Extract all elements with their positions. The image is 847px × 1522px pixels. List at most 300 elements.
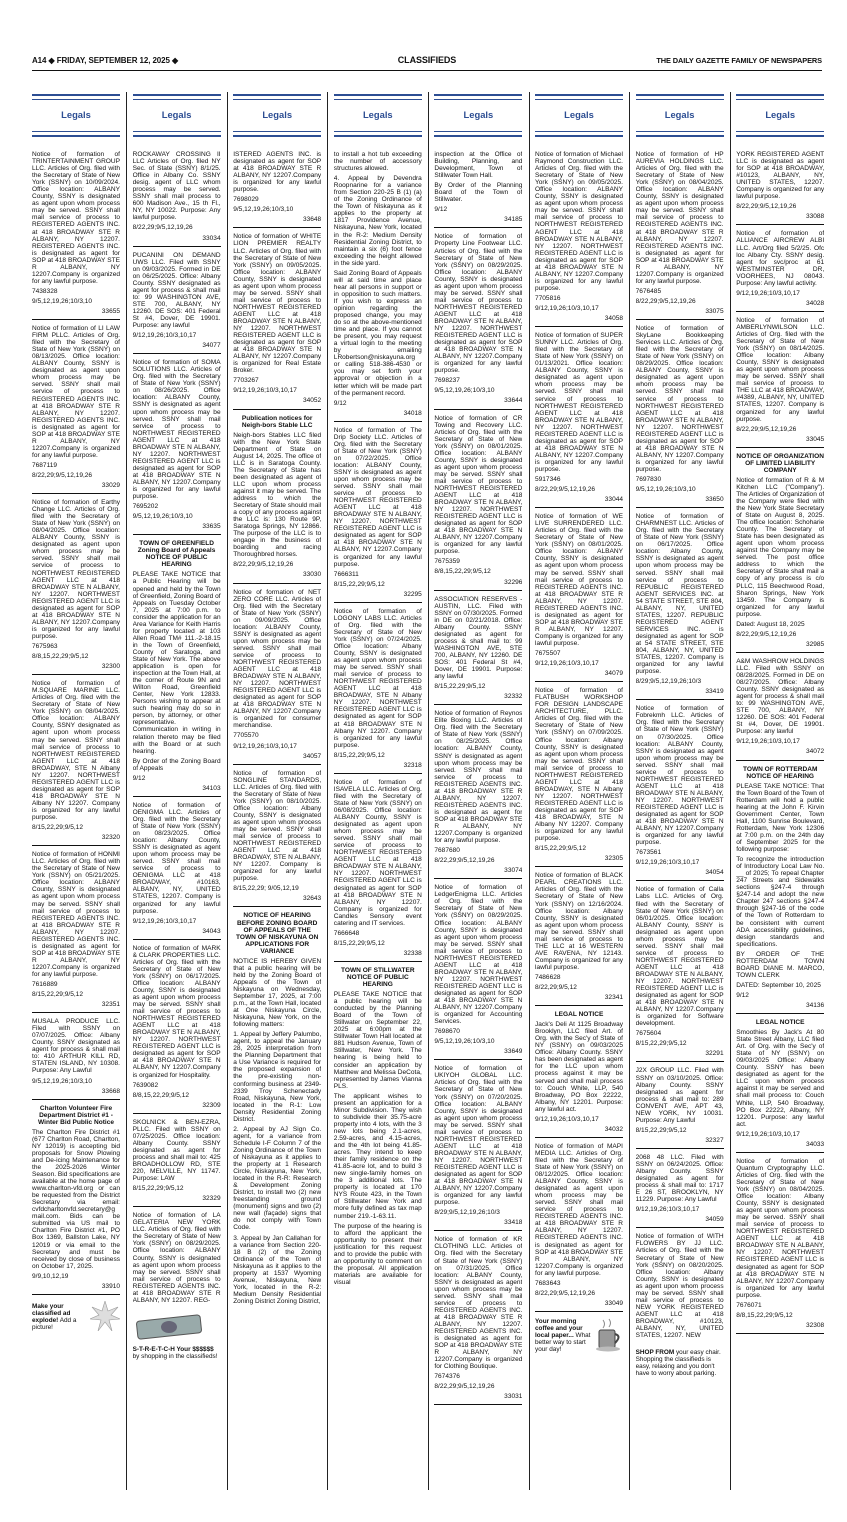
column-header: [535, 92, 623, 138]
notice-text: Jack's Deli At 1125 Broadway Brooklyn, LLC filed Art. of Org. with the Sec'y of State of NY (SSNY) on 09/03/2025 Office: Albany County. SSNY has been designated as agent for the LLC upon whom process against it may be served and shall mail process to: Couch White, LLP, 540 Broadway, PO Box 22222, Albany, NY 12201. Purpose: any lawful act.: [535, 1021, 623, 1113]
notice-text: A&M WASHROW HOLDINGS LLC. Filed with SSNY on 08/28/2025. Formed in DE on 08/27/2025. Office: Albany County. SSNY designated as agent for process & shall mail to: 99 WASHINGTON AVE, STE 700, ALBANY, NY 12260. DE SOS: 401 Federal St #4, Dover, DE 19901. Purpose: any lawful: [736, 657, 825, 736]
publication-dates: 9/12: [132, 774, 146, 782]
notice-text: 2068 48 LLC. Filed with SSNY on 06/24/2025. Office: Albany County. SSNY designated as agent for process & shall mail to: 1717 E 26 ST, BROOKLYN, NY 11229. Purpose: Any Lawful: [635, 1153, 724, 1204]
legal-notice: [233, 770, 321, 908]
notice-heading: Publication notices for Neigh-bors Stable LLC: [241, 414, 313, 429]
legal-notice: [133, 151, 221, 247]
legal-notice: [233, 233, 321, 409]
notice-text: Notice of formation of M.SQUARE MARINE LLC. Articles of Org. filed with the Secretary of State of New York (SSNY) on 08/04/2025. Office location: ALBANY County, SSNY designated as agent upon whom process may be served. SSNY shall mail service of process to NORTHWEST REGISTERED AGENT LLC at 418 BROADWAY, STE N Albany NY 12207. NORTHWEST REGISTERED AGENT LLC is designated as agent for SOP 418 BROADWAY STE N Albany NY 12207. Company is organized for any lawful purpose.: [32, 680, 120, 822]
notice-heading: TOWN OF ROTTERDAM NOTICE OF HEARING: [742, 765, 818, 780]
notice-reference: 7705816: [535, 294, 561, 302]
publication-dates: 9/12,19,26;10/3,10,17: [535, 304, 599, 312]
legal-notice: [636, 1067, 724, 1148]
publication-dates: 8/22,29;9/5,12,19,26: [535, 1289, 596, 1297]
publication-dates: 8/29;9/5,12,19,26;10/3: [434, 1209, 500, 1217]
notice-text: YORK REGISTERED AGENT LLC is designated as agent for SOP at 418 BROADWAY, #10123, ALBANY, NY, UNITED STATES, 12207. Company is organized for any lawful purpose.: [736, 151, 825, 201]
notice-text: Notice of formation of KR CLOTHING LLC. Articles of Org. filed with the Secretary of State of New York (SSNY) on 07/31/2025. Office location: ALBANY County, SSNY is designated as agent upon whom process may be served. SSNY shall mail service of process to REGISTERED AGENTS INC. at 418 BROADWAY STE R ALBANY, NY 12207. REGISTERED AGENTS INC. is designated as agent for SOP at 418 BROADWAY STE R ALBANY, NY 12207.Company is organized for Clothing Boutique.: [434, 1236, 523, 1371]
notice-text: Notice of formation of OENIGMA LLC. Articles of Org. filed with the Secretary of State of New York (SSNY) on 08/23/2025. Office location: Albany County, SSNY is designated as agent upon whom process may be served. SSNY shall mail service of process to OENIGMA LLC at 418 BROADWAY, #10163, ALBANY, NY, UNITED STATES, 12207. Company is organized for any lawful purpose.: [132, 801, 221, 915]
legal-notice: [636, 886, 724, 1062]
legal-notice: [434, 233, 522, 409]
notice-text: Notice of formation of HP AUREVIA HOLDINGS LLC. Articles of Org. filed with the Secretary of State of New York (SSNY) on 08/04/2025. Office location: ALBANY County, SSNY is designated as agent upon whom process may be served. SSNY shall mail service of process to REGISTERED AGENTS INC. at 418 BROADWAY STE R ALBANY, NY 12207. REGISTERED AGENTS INC. is designated as agent for SOP at 418 BROADWAY STE R ALBANY, NY 12207.Company is organized for any lawful purpose.: [635, 151, 724, 285]
legal-notice: [434, 596, 522, 706]
legal-notice: [133, 252, 221, 355]
notice-reference: 7683643: [535, 1279, 561, 1287]
publication-dates: 9/12: [434, 206, 448, 214]
notice-text: inspection at the Office of Building, Planning, and Development, Town of Stillwater Town Hall.: [434, 151, 523, 180]
publication-dates: 8/15,22,29;9/5,12: [635, 1040, 687, 1048]
notice-text: Said Zoning Board of Appeals will at said time and place hear all persons in support or in opposition to such matters. If you wish to express an opinion regarding the proposed change, you may do so at the above-mentioned time and place. If you cannot be present, you may request a virtual login to the meeting by emailing LRobertson@niskayuna.org or calling 518-386-4530 or you may set forth your approval or objection in a letter which will be made part of the permanent record.: [333, 269, 422, 397]
notice-text: PLEASE TAKE NOTICE: That the Town Board of the Town of Rotterdam will hold a public hearing at the John F. Kirvin Government Center, Town Hall, 1100 Sunrise Boulevard, Rotterdam, New York 12306 at 7:00 p.m. on the 24th day of September 2025 for the following purpose:: [736, 782, 825, 854]
legal-notice: [334, 608, 422, 774]
legal-notice: [133, 802, 221, 940]
legal-notice: [535, 151, 623, 327]
notice-text: 1. Appeal by Jeffery Palumbo, agent, to appeal the January 28, 2025 interpretation from the Planning Department that a Use Variance is required for the proposed expansion of the pre-existing non-conforming business at 2349-2339 Troy Schenectady Road, Niskayuna, New York, located in the R-1: Low Density Residential Zoning District.: [233, 1031, 322, 1123]
legal-notice: [334, 151, 422, 422]
legals-column: [32, 92, 120, 1490]
notice-heading: NOTICE OF ORGANIZATION OF LIMITED LIABILITY COMPANY: [736, 452, 824, 474]
notice-text: Notice of formation of AMBERLYNWILSON LLC. Articles of Org. filed with the Secretary of State of New York (SSNY) on 08/14/2025. Office location: Albany County, SSNY is designated as agent upon whom process may be served. SSNY shall mail service of process to THE LLC at 418 BROADWAY, #4389, ALBANY, NY, UNITED STATES, 12207. Company is organized for any lawful purpose.: [736, 316, 825, 423]
legal-notice: [233, 589, 321, 765]
ad-number: 34018: [403, 409, 422, 417]
header-rule: [535, 94, 623, 100]
publication-dates: 9/12,19,26;10/3,10,17: [535, 660, 599, 668]
legals-column: [434, 92, 522, 1490]
ad-number: 33644: [504, 397, 523, 405]
notice-text: PLEASE TAKE NOTICE that a public hearing will be conducted by the Planning Board of the Town of Stillwater on September 22, 2025 at 6:00pm at the Stillwater Town Hall located at 881 Hudson Avenue, Town of Stillwater, New York. The hearing is being held to consider an application by Matthew and Melissa DeCota, represented by James Vianna PLS.: [333, 991, 422, 1090]
ad-number: 33668: [101, 1087, 120, 1095]
notice-text: Notice of formation of CR Towing and Recovery LLC. Articles of Org. filed with the Secretary of State of New York (SSNY) on 08/01/2025. Office location: ALBANY County, SSNY is designated as agent upon whom process may be served. SSNY shall mail service of process to NORTHWEST REGISTERED AGENT LLC at 418 BROADWAY STE N ALBANY, NY 12207. NORTHWEST REGISTERED AGENT LLC is designated as agent for SOP at 418 BROADWAY STE N ALBANY, NY 12207.Company is organized for any lawful purpose.: [434, 414, 523, 556]
publication-dates: 8/22,29;9/5,12,19,26: [635, 297, 696, 305]
legal-notice: [736, 658, 824, 761]
column-title: Legals: [362, 109, 393, 120]
column-body: [334, 151, 422, 1490]
notice-reference: 7697830: [635, 476, 662, 484]
column-header: [736, 92, 824, 138]
classified-promo: [32, 1301, 120, 1333]
publication-dates: 8/22,29;9/5,12,19,26: [32, 471, 93, 479]
ad-number: 34103: [202, 784, 221, 792]
notice-text: Notice of formation of SOMA SOLUTIONS LLC. Articles of Org. filed with the Secretary of State of New York (SSNY) on 08/26/2025. Office location: ALBANY County, SSNY is designated as agent upon whom process may be served. SSNY shall mail service of process to NORTHWEST REGISTERED AGENT LLC at 418 BROADWAY STE N ALBANY, NY 12207. NORTHWEST REGISTERED AGENT LLC is designated as agent for SOP at 418 BROADWAY STE N ALBANY, NY 12207.Company is organized for any lawful purpose.: [132, 359, 221, 501]
notice-reference: 7486628: [535, 973, 561, 981]
notice-reference: 7698670: [434, 1028, 460, 1036]
ad-number: 32338: [403, 949, 422, 957]
ad-number: 33088: [805, 213, 825, 221]
column-divider: [227, 92, 228, 1490]
column-title: Legals: [664, 109, 695, 120]
publication-dates: 8/8,15,22,29;9/5,12: [132, 1091, 190, 1099]
ad-number: 32305: [604, 855, 623, 863]
notice-text: Notice of formation of Michael Raymond Construction LLC. Articles of Org. filed with the Secretary of State of New York (SSNY) on 09/05/2025. Office location: ALBANY County, SSNY is designated as agent upon whom process may be served. SSNY shall mail service of process to NORTHWEST REGISTERED AGENT LLC at 418 BROADWAY STE N ALBANY, NY 12207. NORTHWEST REGISTERED AGENT LLC is designated as agent for SOP at 418 BROADWAY STE N ALBANY, NY 12207.Company is organized for any lawful purpose.: [535, 151, 623, 292]
notice-reference: 7675963: [32, 643, 58, 650]
coffee-cup-icon: [595, 1318, 623, 1354]
publication-dates: 8/22,29;9/5,12,19,26: [736, 425, 797, 433]
notice-text: Dated: August 18, 2025: [736, 620, 805, 628]
column-body: [434, 151, 522, 1490]
header-rule: [434, 94, 522, 100]
ad-number: 34032: [604, 1125, 623, 1133]
ad-number: 32643: [302, 895, 322, 903]
header-rule: [32, 131, 120, 137]
legal-notice: [736, 1158, 824, 1334]
ad-number: 32329: [202, 1195, 221, 1203]
notice-text: Notice of formation of SONGLINE STANDARDS, LLC. Articles of Org. filed with the Secretary of State of New York (SSNY) on 08/10/2025. Office location: Albany County, SSNY is designated as agent upon whom process may be served. SSNY shall mail service of process to NORTHWEST REGISTERED AGENT LLC at 418 BROADWAY, STE N ALBANY, NY 12207. Company is organized for any lawful purpose.: [233, 769, 322, 883]
ad-number: 34043: [202, 927, 221, 935]
legal-notice: [636, 151, 724, 320]
page-number-date: A14 ◆ FRIDAY, SEPTEMBER 12, 2025 ◆: [32, 56, 179, 65]
ad-number: 34028: [805, 299, 825, 307]
publication-dates: 8/8,15,22,29;9/5,12: [434, 568, 491, 576]
legal-notice: [334, 779, 422, 962]
promo-headline: SHOP FROM: [635, 1349, 675, 1357]
publication-dates: 9/12,19,26;10/3,10,17: [132, 917, 197, 925]
notice-text: Notice of formation of ALLIANCE AIRCREW ALBI LLC. Art/Org filed 5/2/25. Ofc loc Albany Cty. SSNY desig. agent for svc/proc at 61 WESTMINSTER DR, VOORHEES, NJ 08043. Purpose: Any lawful activity.: [736, 230, 825, 287]
ad-number: 32320: [101, 834, 120, 842]
header-rule: [535, 131, 623, 137]
notice-text: Notice of formation of WE LIVE SURRENDERED LLC. Articles of Org. filed with the Secretary of State of New York (SSNY) on 08/01/2025. Office location: ALBANY County, SSNY is designated as agent upon whom process may be served. SSNY shall mail service of process to REGISTERED AGENTS INC. at 418 BROADWAY STE R ALBANY, NY 12207. REGISTERED AGENTS INC. is designated as agent for SOP at 418 BROADWAY STE R ALBANY, NY 12207. Company is organized for any lawful purpose.: [535, 513, 623, 647]
notice-text: Notice of formation of LI LAW FIRM PLLC. Articles of Org. filed with the Secretary of State of New York (SSNY) on 08/13/2025. Office location: ALBANY County, SSNY is designated as agent upon whom process may be served. SSNY shall mail service of process to REGISTERED AGENTS INC. at 418 BROADWAY STE R ALBANY, NY 12207. REGISTERED AGENTS INC. is designated as agent for SOP at 418 BROADWAY STE R ALBANY, NY 12207.Company is organized for any lawful purpose.: [32, 325, 120, 459]
promo-headline: Make your classified ad explode!: [32, 1302, 71, 1324]
column-body: [133, 151, 221, 1490]
column-header: [334, 92, 422, 138]
promo-text: [535, 1318, 591, 1353]
page-masthead: [32, 52, 822, 71]
legals-column: [636, 92, 724, 1490]
header-rule: [434, 131, 522, 137]
publication-dates: 9/5,12,19,26;10/3,10: [233, 206, 294, 214]
legal-notice: [636, 705, 724, 881]
money-icon: [133, 1314, 205, 1342]
classified-promo: [133, 1314, 221, 1360]
notice-text: Notice of formation of WHITE LION PREMIER REALTY LLC. Articles of Org. filed with the Secretary of State of New York (SSNY) on 09/05/2025. Office location: ALBANY County, SSNY is designated as agent upon whom process may be served. SSNY shall mail service of process to NORTHWEST REGISTERED AGENT LLC at 418 BROADWAY STE N ALBANY, NY 12207. NORTHWEST REGISTERED AGENT LLC is designated as agent for SOP at 418 BROADWAY STE N ALBANY, NY 12207.Company is organized for Real Estate Broker.: [233, 233, 322, 375]
publication-dates: 8/15,22,29;9/5,12: [434, 683, 486, 691]
header-rule: [32, 94, 120, 100]
column-header: [133, 92, 221, 138]
header-rule: [133, 131, 221, 137]
notice-text: PLEASE TAKE NOTICE that a Public Hearing will be opened and held by the Town of Greenfield, Zoning Board of Appeals on Tuesday October 7, 2025 at 7:00 p.m. to consider the application for an Area Variance for Keith Harris for property located at 103 Allen Road TM# 111.-2-18.15 in the Town of Greenfield, County of Saratoga, and State of New York. The above application is open for inspection at the Town Hall, at the corner of Route 9N and Wilton Road, Greenfield Center, New York 12833. Persons wishing to appear at such hearing may do so in person, by attorney, or other representative. Communication in writing in relation thereto may be filed with the Board or at such hearing.: [132, 571, 221, 755]
header-rule: [233, 94, 321, 100]
ad-number: 33029: [101, 482, 120, 490]
header-rule: [334, 131, 422, 137]
publication-name: THE DAILY GAZETTE FAMILY OF NEWSPAPERS: [656, 56, 822, 65]
legal-notice: [636, 325, 724, 508]
publication-dates: 9/12,19,26;10/3,10,17: [535, 1115, 599, 1123]
notice-text: 2. Appeal by AJ Sign Co. agent, for a variance from Schedule I-F Column 7 of the Zoning Ordinance of the Town of Niskayuna as it applies to the property at 1 Research Circle, Niskayuna, New York, located in the R-R: Research & Development Zoning District, to install two (2) new freestanding ground (monument) signs and two (2) new wall (façade) signs that do not comply with Town Code.: [233, 1125, 322, 1232]
notice-reference: 7687119: [32, 461, 58, 469]
publication-dates: 8/15,22,29;9/5,12: [333, 751, 385, 759]
notice-text: PUCANINI ON DEMAND UWS LLC. Filed with SSNY on 09/03/2025. Formed in DE on 06/25/2025. Office: Albany County. SSNY designated as agent for process & shall mail to: 99 WASHINGTON AVE, STE 700, ALBANY, NY 12260. DE SOS: 401 Federal St #4, Dover, DE 19901. Purpose: any lawful: [132, 251, 221, 330]
legal-notice: [736, 230, 824, 311]
ad-number: 34033: [805, 1140, 825, 1148]
ad-number: 32308: [805, 1321, 825, 1329]
column-divider: [529, 92, 530, 1490]
publication-dates: 8/15,22,29;9/5,12: [32, 991, 83, 999]
notice-reference: 7666311: [333, 570, 359, 578]
notice-reference: 7675359: [434, 558, 460, 566]
publication-dates: 8/15,22,29;9/5,12: [535, 845, 586, 853]
notice-text: Neigh-bors Stables LLC filed with the New York State Department of State on August 14, 2025. The office of LLC is in Saratoga County. The Secretary of State has been designated as agent of LLC upon whom process against it may be served. The address to which the Secretary of State should mail a copy of any process against the LLC is: 130 Route 9P, Saratoga Springs, NY 12866. The purpose of the LLC is to engage in the business of boarding and racing Thoroughbred horses.: [233, 431, 322, 559]
notice-text: Notice of formation of UKIYOH GLOBAL LLC. Articles of Org. filed with the Secretary of State of New York (SSNY) on 07/20/2025. Office location: ALBANY County, SSNY is designated as agent upon whom process may be served. SSNY shall mail service of process to NORTHWEST REGISTERED AGENT LLC at 418 BROADWAY STE N ALBANY, NY 12207. NORTHWEST REGISTERED AGENT LLC is designated as agent for SOP at 418 BROADWAY STE N ALBANY, NY 12207.Company is organized for any lawful purpose.: [434, 1065, 523, 1207]
notice-text: ISTERED AGENTS INC. is designated as agent for SOP at 418 BROADWAY STE R ALBANY, NY 12207.Company is organized for any lawful purpose.: [233, 151, 322, 194]
legal-notice: [334, 967, 422, 1290]
legal-notice: [736, 1019, 824, 1153]
ad-number: 32318: [403, 761, 422, 769]
legal-notice: [233, 151, 321, 228]
notice-reference: 7698237: [434, 377, 460, 385]
ad-number: 33034: [202, 234, 221, 242]
legal-notice: [32, 151, 120, 320]
classified-promo: [636, 1349, 724, 1377]
notice-text: Notice of formation of Reynos Elite Boxing LLC. Articles of Org. filed with the Secretary of State of New York (SSNY) on 08/25/2025. Office location: ALBANY County, SSNY is designated as agent upon whom process may be served. SSNY shall mail service of process to REGISTERED AGENTS INC. at 418 BROADWAY STE R ALBANY, NY 12207. REGISTERED AGENTS INC. is designated as agent for SOP at 418 BROADWAY STE R ALBANY, NY 12207.Company is organized for any lawful purpose.: [434, 710, 523, 845]
notice-text: Notice of formation of SUPER SUNNY LLC. Articles of Org. filed with the Secretary of State of New York (SSNY) on 01/13/2021. Office location: ALBANY County, SSNY is designated as agent upon whom process may be served. SSNY shall mail service of process to NORTHWEST REGISTERED AGENT LLC at 418 BROADWAY STE N ALBANY, NY 12207. NORTHWEST REGISTERED AGENT LLC is designated as agent for SOP at 418 BROADWAY STE N ALBANY, NY 12207.Company is organized for any lawful purpose.: [535, 332, 623, 473]
notice-reference: 7616889: [32, 981, 58, 989]
legal-notice: [32, 325, 120, 494]
column-title: Legals: [564, 109, 594, 120]
section-title: CLASSIFIEDS: [397, 55, 457, 65]
publication-dates: 9/5,12,19,26;10/3,10: [32, 297, 93, 305]
notice-text: 4. Appeal by Devendra Roopnarine for a variance from Section 220-25 B (1) (a) of the Zoning Ordinance of the Town of Niskayuna as it applies to the property at 1817 Providence Avenue, Niskayuna, New York, located in the R-2: Medium Density Residential Zoning District, to maintain a six (6) foot fence exceeding the height allowed in the side yard.: [333, 175, 422, 267]
legal-notice: [434, 710, 522, 879]
notice-reference: 7676485: [635, 287, 662, 295]
ad-number: 33655: [101, 307, 120, 315]
publication-dates: 8/22,29;9/5,12,19,26: [736, 203, 797, 211]
notice-reference: 7674376: [434, 1373, 460, 1381]
publication-dates: 9/12,19,26;10/3,10,17: [233, 742, 297, 750]
ad-number: 32341: [604, 994, 623, 1002]
legal-notice: [535, 687, 623, 867]
legal-notice: [334, 427, 422, 603]
notice-text: Notice of formation of LedgerEnigma LLC. Articles of Org. filed with the Secretary of State of New York (SSNY) on 08/29/2025. Office location: ALBANY County, SSNY is designated as agent upon whom process may be served. SSNY shall mail service of process to NORTHWEST REGISTERED AGENT LLC at 418 BROADWAY STE N ALBANY, NY 12207. NORTHWEST REGISTERED AGENT LLC is designated as agent for SOP at 418 BROADWAY STE N ALBANY, NY 12207.Company is organized for Accounting Services.: [434, 884, 523, 1026]
ad-number: 34136: [805, 1001, 825, 1009]
publication-dates: 8/15,22,29; 9/05,12,19: [233, 885, 299, 893]
notice-reference: 7705570: [233, 732, 259, 740]
publication-dates: 8/15,22,29;9/5,12: [635, 1126, 687, 1134]
ad-number: 32332: [504, 693, 523, 701]
publication-dates: 9/12,19,26;10/3,10,17: [736, 1130, 800, 1138]
notice-text: J2X GROUP LLC. Filed with SSNY on 03/10/2025. Office: Albany County. SSNY designated as agent for process & shall mail to: 289 CONVENT AVE, APT 43, NEW YORK, NY 10031. Purpose: Any Lawful: [635, 1067, 724, 1124]
ad-number: 33049: [604, 1299, 623, 1307]
legal-notice: [32, 680, 120, 846]
legal-notice: [32, 1018, 120, 1099]
notice-text: Notice of formation of MAPI MEDIA LLC. Articles of Org. filed with the Secretary of State of New York (SSNY) on 08/12/2025. Office location: ALBANY County, SSNY is designated as agent upon whom process may be served. SSNY shall mail service of process to REGISTERED AGENTS INC. at 418 BROADWAY STE R ALBANY, NY 12207. REGISTERED AGENTS INC. is designated as agent for SOP at 418 BROADWAY STE R ALBANY, NY 12207.Company is organized for any lawful purpose.: [535, 1142, 623, 1277]
notice-reference: 7675604: [635, 1030, 662, 1038]
notice-text: Notice of formation of MARK & CLARK PROPERTIES LLC. Articles of Org. filed with the Secretary of State of New York (SSNY) on 06/17/2025. Office location: ALBANY County, SSNY is designated as agent upon whom process may be served. SSNY shall mail service of process to NORTHWEST REGISTERED AGENT LLC at 418 BROADWAY STE N ALBANY, NY 12207. NORTHWEST REGISTERED AGENT LLC is designated as agent for SOP at 418 BROADWAY STE N ALBANY, NY 12207.Company is organized for Hospitality.: [132, 944, 221, 1079]
notice-text: Notice of formation of HONMI LLC. Articles of Org. filed with the Secretary of State of New York (SSNY) on 05/21/2025. Office location: ALBANY County, SSNY is designated as agent upon whom process may be served. SSNY shall mail service of process to REGISTERED AGENTS INC. at 418 BROADWAY STE R ALBANY, NY 12207. REGISTERED AGENTS INC. is designated as agent for SOP at 418 BROADWAY STE R ALBANY, NY 12207.Company is organized for any lawful purpose.: [32, 851, 120, 978]
notice-text: The applicant wishes to present an application for a Minor Subdivision. They wish to subdivide their 35.75-acre property into 4 lots, with the 3 new lots being 2.1-acres, 2.59-acres, and 4.15-acres, and the 4th lot being 41.85-acres. They intend to keep their family residence on the 41.85-acre lot, and to build 3 new single-family homes on the 3 additional lots. The property is located at 170 NYS Route 423, in the Town of Stillwater New York and more fully defined as tax map number 219.-1-63.11.: [333, 1092, 422, 1220]
ad-number: 33045: [805, 435, 825, 443]
ad-number: 34059: [705, 1216, 724, 1224]
notice-text: The Charlton Fire District #1 (677 Charlton Road, Charlton, NY 12019) is accepting bid proposals for Snow Plowing and De-icing Maintenance for the 2025-2026 Winter Season. Bid specifications are available at the home page of www.charlton-vfd.org or can be requested from the District Secretary via email: cvfdcharltonvfd.secretary@gmail.com. Bids can be submitted via US mail to Charlton Fire District #1, PO Box 1369, Ballston Lake, NY 12019 or via email to the Secretary and must be received by close of business on October 17, 2025.: [32, 1128, 120, 1270]
publication-dates: 8/22,29;9/5,12,19,26: [434, 1383, 495, 1391]
notice-text: Notice of formation of FLATBUSH WORKSHOP FOR DESIGN LANDSCAPE ARCHITECTURE, PLLC. Articles of Org. filed with the Secretary of State of New York (SSNY) on 07/09/2025. Office location: Albany County, SSNY is designated as agent upon whom process may be served. SSNY shall mail service of process to NORTHWEST REGISTERED AGENT LLC at 418 BROADWAY, STE N Albany NY 12207. NORTHWEST REGISTERED AGENT LLC is designated as agent for SOP 418 BROADWAY, STE N Albany NY 12207. Company is organized for any lawful purpose.: [535, 687, 623, 843]
publication-dates: 9/12: [736, 991, 749, 999]
ad-number: 34072: [805, 748, 825, 756]
ad-number: 34185: [504, 216, 523, 224]
ad-number: 33649: [504, 1048, 523, 1056]
column-header: [233, 92, 321, 138]
promo-text: [32, 1303, 86, 1331]
notice-reference: 7703267: [233, 377, 259, 385]
ad-number: 33031: [504, 1393, 523, 1401]
legal-notice: [434, 1065, 522, 1231]
legal-notice: [535, 513, 623, 682]
legal-notice: [636, 1233, 724, 1343]
publication-dates: 8/8,15,22,29;9/5,12: [736, 1311, 793, 1319]
publication-dates: 9/5,12,19,26;10/3,10: [132, 513, 193, 521]
notice-text: Notice of formation of NET ZERO CORE LLC. Articles of Org. filed with the Secretary of State of New York (SSNY) on 09/09/2025. Office location: ALBANY County, SSNY is designated as agent upon whom process may be served. SSNY shall mail service of process to NORTHWEST REGISTERED AGENT LLC at 418 BROADWAY STE N ALBANY, NY 12207. NORTHWEST REGISTERED AGENT LLC is designated as agent for SOP at 418 BROADWAY STE N ALBANY, NY 12207.Company is organized for consumer merchandise.: [233, 588, 322, 730]
publication-dates: 8/15,22,29;9/5,12: [132, 1185, 184, 1193]
promo-subline: Add a picture!: [32, 1316, 77, 1331]
notice-text: Notice of formation of TRINTERTAINMENT GROUP LLC. Articles of Org. filed with the Secretary of State of New York (SSNY) on 10/09/2024. Office location: ALBANY County, SSNY is designated as agent upon whom process may be served. SSNY shall mail service of process to REGISTERED AGENTS INC. at 418 BROADWAY STE R ALBANY, NY 12207. REGISTERED AGENTS INC. is designated as agent for SOP at 418 BROADWAY STE R ALBANY, NY 12207.Company is organized for any lawful purpose.: [32, 151, 120, 285]
legal-notice: [434, 415, 522, 591]
ad-number: 33650: [705, 496, 724, 504]
ad-number: 33044: [604, 496, 623, 504]
ad-number: 33074: [504, 867, 523, 875]
ad-number: 33910: [101, 1282, 120, 1290]
classified-promo: [535, 1318, 623, 1354]
publication-dates: 8/22,29;9/5,12: [535, 984, 577, 992]
column-title: Legals: [262, 109, 293, 120]
publication-dates: 8/22,29;9/5,12,19,26: [132, 224, 193, 232]
promo-subline: What better way to start your day!: [535, 1332, 591, 1354]
notice-text: Notice of formation of The Drip Society LLC. Articles of Org. filed with the Secretary of State of New York (SSNY) on 07/22/2025. Office location: ALBANY County, SSNY is designated as agent upon whom process may be served. SSNY shall mail service of process to NORTHWEST REGISTERED AGENT LLC at 418 BROADWAY STE N ALBANY, NY 12207. NORTHWEST REGISTERED AGENT LLC is designated as agent for SOP at 418 BROADWAY STE N ALBANY, NY 12207.Company is organized for any lawful purpose.: [333, 426, 422, 568]
notice-reference: 7687680: [434, 847, 460, 855]
ad-number: 34077: [202, 342, 221, 350]
column-header: [636, 92, 724, 138]
notice-text: NOTICE IS HEREBY GIVEN that a public hearing will be held by the Zoning Board of Appeals of the Town of Niskayuna on Wednesday, September 17, 2025, at 7:00 p.m., at the Town Hall, located at One Niskayuna Circle, Niskayuna, New York, on the following matters:: [233, 957, 322, 1029]
publication-dates: 9/9,10,12,19: [32, 1272, 69, 1280]
notice-reference: 7695202: [132, 503, 159, 511]
legal-notice: [233, 912, 321, 1309]
ad-number: 34057: [302, 752, 322, 760]
publication-dates: 9/12,19,26;10/3,10,17: [233, 387, 297, 395]
ad-number: 32295: [403, 590, 422, 598]
column-divider: [730, 92, 731, 1490]
notice-text: To recognize the introduction of Introductory Local Law No. __ of 2025; To repeal Chapter 247 Streets and Sidewalks sections §247-4 through §247-14 and adopt the new Chapter 247 sections §247-4 through §247-16 of the code of the Town of Rotterdam to be consistent with current ADA accessibility guidelines, design standards and specifications.: [736, 856, 825, 948]
notice-text: BY ORDER OF THE ROTTERDAM TOWN BOARD DIANE M. MARCO, TOWN CLERK: [736, 950, 825, 979]
publication-dates: 9/5,12,19,26;10/3,10: [434, 1038, 495, 1046]
promo-text: [636, 1349, 724, 1377]
legal-notice: [535, 1011, 623, 1138]
notice-heading: Charlton Volunteer Fire Department District #1 - Winter Bid Public Notice: [38, 1104, 114, 1126]
notice-text: Notice of formation of LA GELATERIA NEW YORK LLC. Articles of Org. filed with the Secretary of State of New York (SSNY) on 08/29/2025. Office location: ALBANY County, SSNY is designated as agent upon whom process may be served. SSNY shall mail service of process to REGISTERED AGENTS INC. at 418 BROADWAY STE R ALBANY, NY 12207. REG-: [132, 1212, 221, 1304]
notice-text: DATED: September 10, 2025: [736, 981, 821, 989]
notice-text: Smoothies By Jack's At 80 State Street Albany, LLC filed Art. of Org. with the Sec'y of State of NY (SSNY) on 09/03/2025 Office: Albany County. SSNY has been designated as agent for the LLC upon whom process against it may be served and shall mail process to: Couch White, LLP, 540 Broadway, PO Box 22222, Albany, NY 12201. Purpose: any lawful act.: [736, 1029, 825, 1128]
legals-columns: [32, 92, 824, 1490]
ad-number: 33419: [705, 688, 724, 696]
legals-column: [736, 92, 824, 1490]
diamond-icon: ◆: [48, 56, 55, 65]
ad-number: 32327: [705, 1136, 724, 1144]
notice-text: MUSALA PRODUCE LLC. Filed with SSNY on 07/07/2025. Office: Albany County. SSNY designated as agent for process & shall mail to: 410 ARTHUR KILL RD, STATEN ISLAND, NY 10308. Purpose: Any Lawful: [32, 1018, 120, 1075]
notice-text: Notice of formation of WITH FLOWERS BY JJ LLC. Articles of Org. filed with the Secretary of State of New York (SSNY) on 08/20/2025. Office location: Albany County, SSNY is designated as agent upon whom process may be served. SSNY shall mail service of process to NEW YORK REGISTERED AGENT LLC at 418 BROADWAY, #10123, ALBANY, NY, UNITED STATES, 12207. NEW: [635, 1233, 724, 1340]
header-rule: [636, 131, 724, 137]
ad-number: 33418: [504, 1219, 523, 1227]
column-body: [32, 151, 120, 1490]
publication-dates: 8/22,29;9/5,12,19,26: [535, 486, 596, 494]
diamond-icon: ◆: [171, 56, 179, 65]
notice-text: Notice of formation of R & M Kitchen LLC ("Company"). The Articles of Organization of the Company were filed with the New York State Secretary of State on August 8, 2025. The office location: Schoharie County. The Secretary of State has been designated as agent upon whom process against the Company may be served. The post office address to which the Secretary of State shall mail a copy of any process is c/o PLLC, 115 Beechwood Road, Sharon Springs, New York 13459. The Company is organized for any lawful purpose.: [736, 476, 825, 618]
ad-number: 32291: [705, 1050, 724, 1058]
notice-text: By Order of the Zoning Board of Appeals: [132, 757, 221, 772]
column-divider: [629, 92, 630, 1490]
notice-heading: TOWN OF GREENFIELD Zoning Board of Appeals NOTICE OF PUBLIC HEARING: [137, 540, 216, 569]
column-header: [32, 92, 120, 138]
legals-column: [233, 92, 321, 1490]
notice-text: SKOLNICK & BEN-EZRA, PLLC. Filed with SSNY on 07/25/2025. Office location: Albany County. SSNY designated as agent for process and shall mail to: 425 BROADHOLLOW RD, STE 220, MELVILLE, NY 11747. Purpose: LAW: [132, 1118, 221, 1183]
publication-dates: 8/22,29;9/5,12,19,26: [434, 857, 495, 865]
legal-notice: [32, 1105, 120, 1295]
notice-text: Notice of formation of BLACK PEARL CREATIONS LLC. Articles of Org. filed with the Secretary of State of New York (SSNY) on 12/16/2024. Office location: Albany County, SSNY is designated as agent upon whom process may be served. SSNY shall mail service of process to THE LLC at 16 WESTERN AVE RAVENA, NY 12143. Company is organized for any lawful purpose.: [535, 872, 623, 971]
starburst-icon: [90, 1301, 120, 1333]
ad-number: 33030: [302, 571, 322, 579]
column-divider: [126, 92, 127, 1490]
column-body: [636, 151, 724, 1490]
legal-notice: [736, 766, 824, 1015]
notice-reference: 5917346: [535, 476, 561, 484]
legal-notice: [133, 945, 221, 1114]
header-rule: [736, 131, 824, 137]
promo-subline: by shopping in the classifieds!: [132, 1352, 218, 1360]
notice-reference: 7673561: [635, 849, 662, 857]
ad-number: 34054: [705, 869, 724, 877]
legals-column: [133, 92, 221, 1490]
column-title: Legals: [765, 109, 796, 120]
ad-number: 32985: [805, 640, 825, 648]
ad-number: 32300: [101, 663, 120, 671]
notice-reference: 7675507: [535, 650, 561, 658]
ad-number: 33635: [202, 523, 221, 531]
column-divider: [327, 92, 328, 1490]
column-body: [233, 151, 321, 1490]
publication-dates: 9/5,12,19,26;10/3,10: [434, 387, 495, 395]
header-rule: [233, 131, 321, 137]
ad-number: 32351: [101, 1001, 120, 1009]
notice-text: Notice of formation of Fobrekmh LLC. Articles of Org. filed with the Secretary of State of New York (SSNY) on 07/30/2025. Office location: ALBANY County, SSNY is designated as agent upon whom process may be served. SSNY shall mail service of process to NORTHWEST REGISTERED AGENT LLC at 418 BROADWAY STE N ALBANY, NY 12207. NORTHWEST REGISTERED AGENT LLC is designated as agent for SOP at 418 BROADWAY STE N ALBANY, NY 12207.Company is organized for any lawful purpose.: [635, 705, 724, 847]
notice-reference: 7698029: [233, 196, 259, 204]
legals-column: [535, 92, 623, 1490]
promo-subline: your easy chair. Shopping the classifieds is easy, relaxing and you don't have to worry about parking.: [635, 1349, 721, 1378]
publication-dates: 9/12,19,26;10/3,10,17: [736, 738, 800, 746]
legals-column: [334, 92, 422, 1490]
ad-number: 34052: [302, 397, 322, 405]
header-rule: [334, 94, 422, 100]
notice-heading: NOTICE OF HEARING BEFORE ZONING BOARD OF APPEALS OF THE TOWN OF NISKAYUNA ON APPLICATIONS FOR VARIANCE: [236, 912, 319, 955]
publication-dates: 8/29;9/5,12,19,26;10/3: [635, 678, 702, 686]
publication-dates: 8/22,29;9/5,12,19,26: [233, 561, 294, 569]
notice-text: 3. Appeal by Jan Callahan for a variance from Section 220-18 B (2) of the Zoning Ordinance of the Town of Niskayuna as it applies to the property at 1537 Wyoming Avenue, Niskayuna, New York, located in the R-2: Medium Density Residential Zoning District Zoning District,: [233, 1234, 322, 1305]
publication-dates: 9/12: [333, 399, 347, 407]
notice-text: The purpose of the hearing is to afford the applicant the opportunity to present their justification for this request and to provide the public with an opportunity to comment on the proposal. All application materials are available for visual: [333, 1222, 422, 1286]
column-title: Legals: [161, 109, 192, 120]
notice-reference: 7666648: [333, 929, 360, 937]
notice-reference: 7676071: [736, 1301, 762, 1309]
notice-text: Notice of formation of Earthy Change LLC. Articles of Org. filed with the Secretary of State of New York (SSNY) on 08/04/2025. Office location: ALBANY County, SSNY is designated as agent upon whom process may be served. SSNY shall mail service of process to NORTHWEST REGISTERED AGENT LLC at 418 BROADWAY STE N ALBANY, NY 12207. NORTHWEST REGISTERED AGENT LLC is designated as agent for SOP at 418 BROADWAY STE N ALBANY, NY 12207.Company is organized for any lawful purpose.: [32, 499, 120, 640]
ad-number: 33075: [705, 307, 724, 315]
column-divider: [428, 92, 429, 1490]
column-body: [535, 151, 623, 1490]
notice-text: Notice of formation of Property Line Footwear LLC. Articles of Org. filed with the Secretary of State of New York (SSNY) on 08/29/2025. Office location: ALBANY County, SSNY is designated as agent upon whom process may be served. SSNY shall mail service of process to NORTHWEST REGISTERED AGENT LLC at 418 BROADWAY STE N ALBANY, NY 12207. NORTHWEST REGISTERED AGENT LLC is designated as agent for SOP at 418 BROADWAY STE N ALBANY, NY 12207.Company is organized for any lawful purpose.: [434, 233, 523, 375]
publication-dates: 8/15,22,29;9/5,12: [333, 939, 385, 947]
legal-notice: [32, 499, 120, 675]
notice-text: Notice of formation of CHARMNEST LLC. Articles of Org. filed with the Secretary of State of New York (SSNY) on 06/17/2025. Office location: Albany County, SSNY is designated as agent upon whom process may be served. SSNY shall mail service of process to REPUBLIC REGISTERED AGENT SERVICES INC. at 54 STATE STREET, STE 804, ALBANY, NY, UNITED STATES, 12207. REPUBLIC REGISTERED AGENT SERVICES INC. is designated as agent for SOP at 54 STATE STREET, STE 804, ALBANY, NY, UNITED STATES, 12207. Company is organized for any lawful purpose.: [635, 513, 724, 676]
column-header: [434, 92, 522, 138]
ad-number: 33648: [302, 216, 322, 224]
publication-dates: 8/22,29;9/5,12,19,26: [736, 630, 797, 638]
legal-notice: [434, 1236, 522, 1405]
publication-dates: 9/12,19,26;10/3,10,17: [635, 1206, 700, 1214]
header-rule: [636, 94, 724, 100]
legal-notice: [736, 151, 824, 225]
